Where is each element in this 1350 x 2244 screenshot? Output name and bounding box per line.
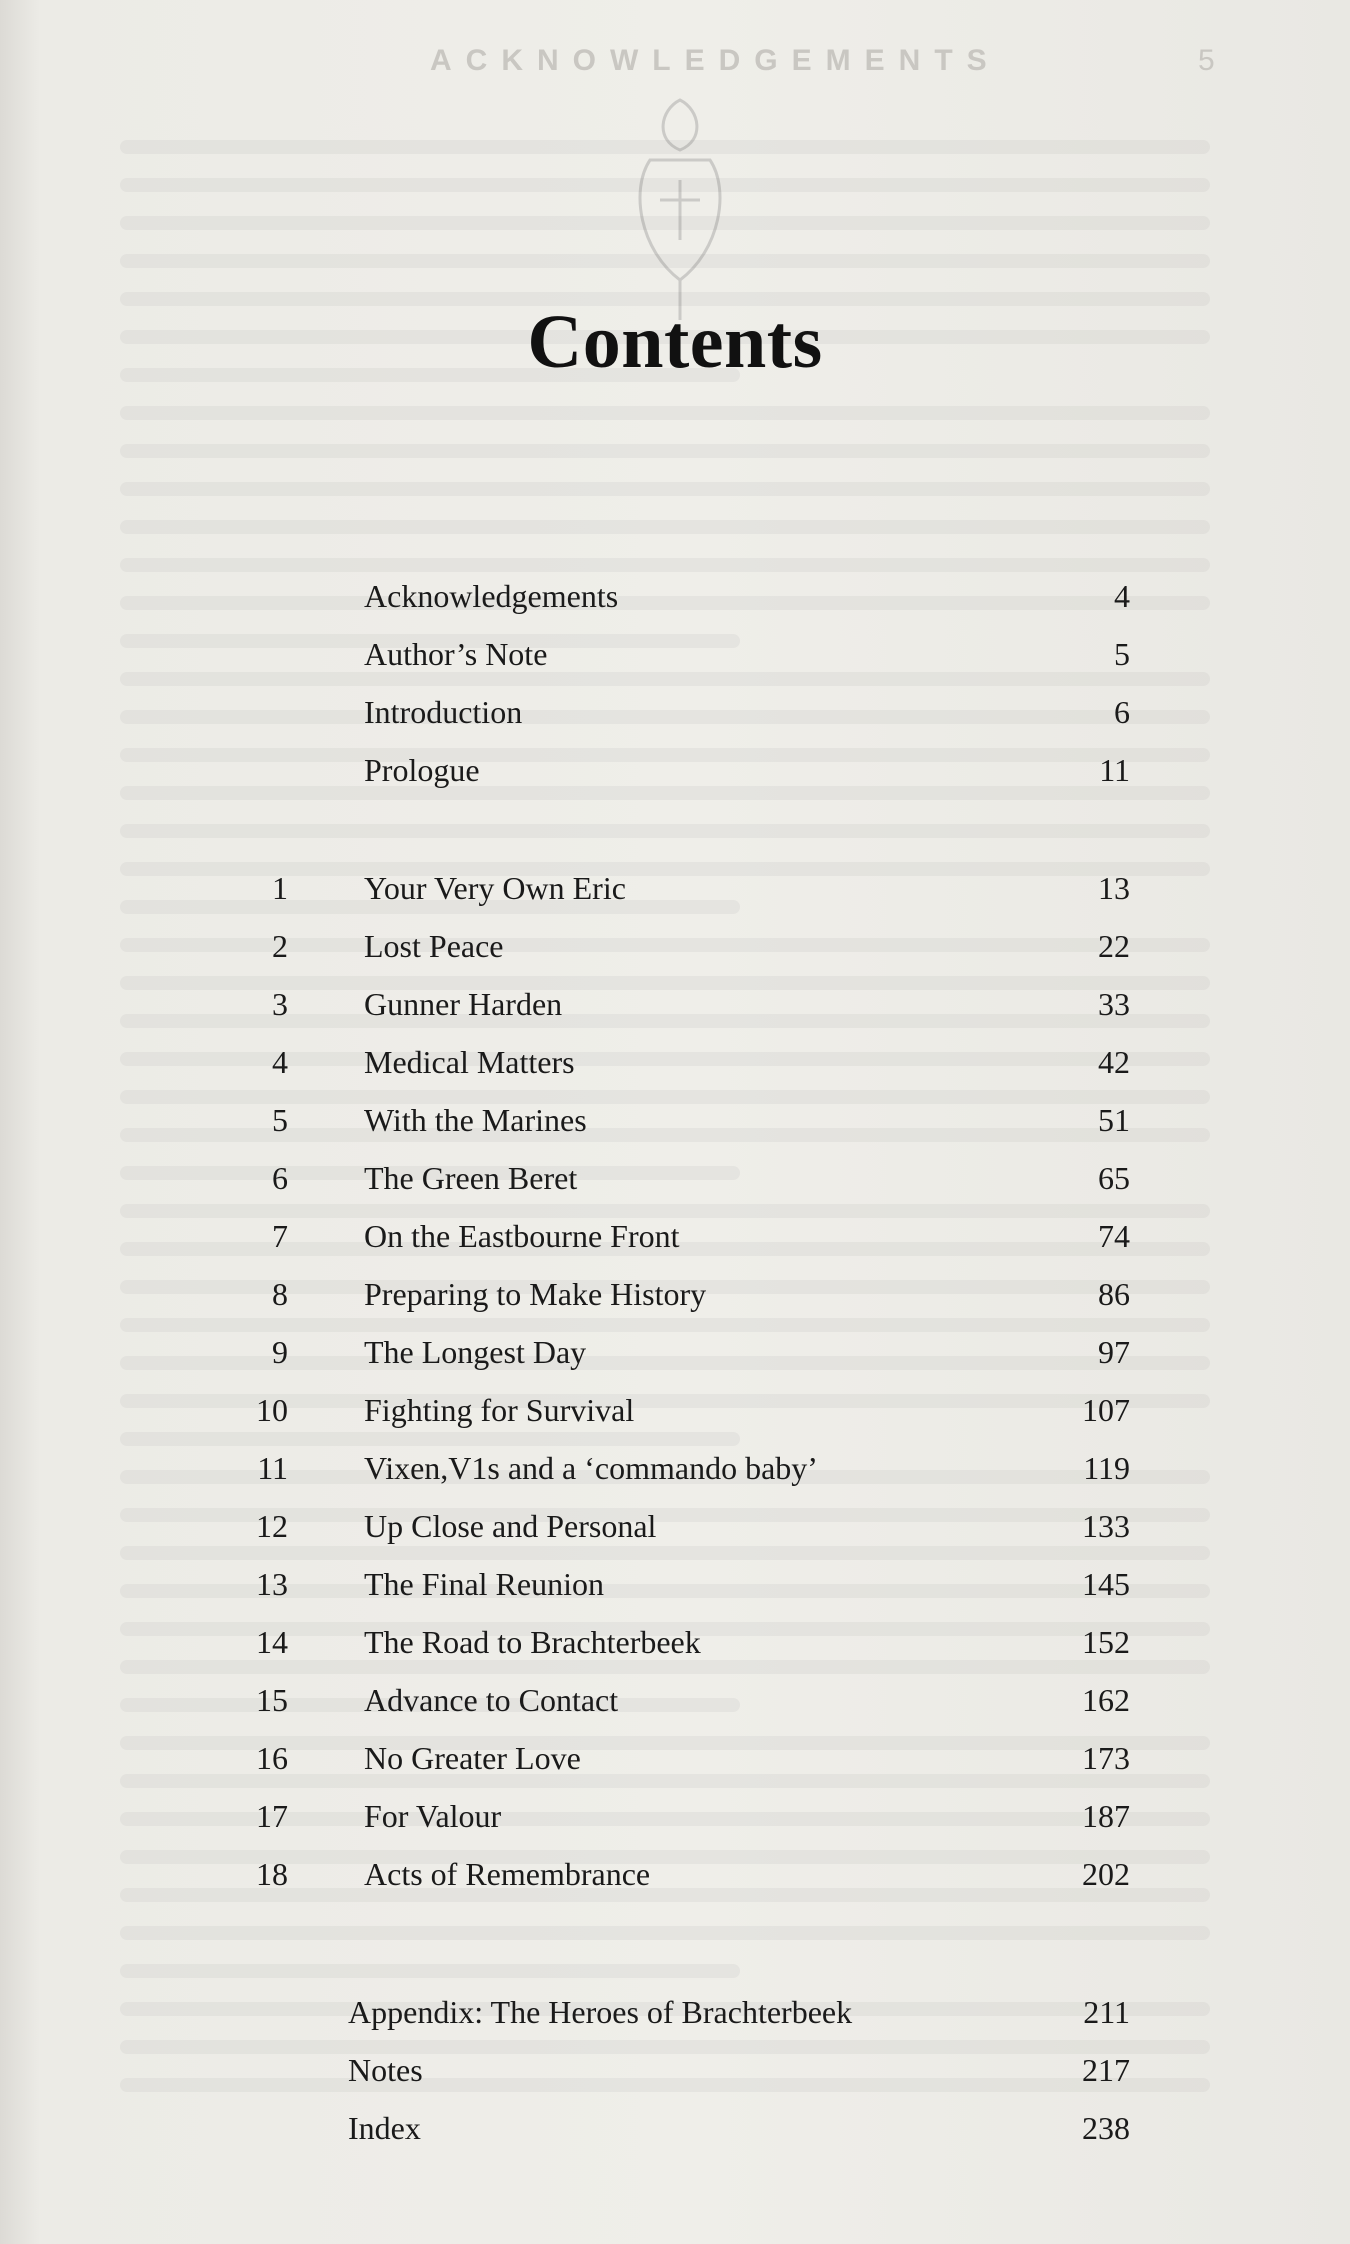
toc-entry-front-matter[interactable]: [0, 578, 1350, 624]
toc-entry-chapter[interactable]: [0, 1798, 1350, 1844]
toc-entry-page: 65: [1098, 1160, 1130, 1196]
bleed-through-header: ACKNOWLEDGEMENTS: [430, 44, 1001, 77]
toc-entry-title: Your Very Own Eric: [364, 870, 626, 906]
toc-entry-title: Notes: [348, 2052, 423, 2088]
toc-entry-front-matter[interactable]: [0, 752, 1350, 798]
toc-entry-chapter[interactable]: [0, 1566, 1350, 1612]
toc-entry-title: Vixen,V1s and a ‘commando baby’: [364, 1450, 818, 1486]
bleed-through-line: [120, 1926, 1210, 1940]
toc-entry-number: 4: [272, 1044, 288, 1080]
toc-entry-number: 9: [272, 1334, 288, 1370]
toc-entry-page: 5: [1114, 636, 1130, 672]
toc-entry-page: 162: [1082, 1682, 1130, 1718]
toc-entry-chapter[interactable]: [0, 1218, 1350, 1264]
toc-entry-title: Acknowledgements: [364, 578, 619, 614]
toc-entry-title: The Road to Brachterbeek: [364, 1624, 701, 1660]
toc-entry-page: 13: [1098, 870, 1130, 906]
toc-entry-title: Introduction: [364, 694, 523, 730]
toc-entry-title: Prologue: [364, 752, 480, 788]
toc-entry-number: 2: [272, 928, 288, 964]
toc-entry-back-matter[interactable]: [0, 1994, 1350, 2040]
toc-entry-title: Gunner Harden: [364, 986, 563, 1022]
bleed-through-line: [120, 824, 1210, 838]
bleed-through-line: [120, 558, 1210, 572]
bleed-through-line: [120, 482, 1210, 496]
bleed-through-line: [120, 178, 1210, 192]
toc-entry-page: 97: [1098, 1334, 1130, 1370]
toc-entry-chapter[interactable]: [0, 1856, 1350, 1902]
toc-entry-chapter[interactable]: [0, 928, 1350, 974]
toc-entry-page: 42: [1098, 1044, 1130, 1080]
toc-entry-page: 202: [1082, 1856, 1130, 1892]
toc-entry-number: 11: [257, 1450, 288, 1486]
toc-entry-chapter[interactable]: [0, 870, 1350, 916]
bleed-through-line: [120, 444, 1210, 458]
toc-entry-front-matter[interactable]: [0, 636, 1350, 682]
toc-entry-number: 18: [256, 1856, 288, 1892]
bleed-through-line: [120, 406, 1210, 420]
toc-entry-page: 217: [1082, 2052, 1130, 2088]
toc-entry-title: Appendix: The Heroes of Brachterbeek: [348, 1994, 853, 2030]
toc-entry-title: Author’s Note: [364, 636, 548, 672]
toc-entry-page: 74: [1098, 1218, 1130, 1254]
toc-entry-title: No Greater Love: [364, 1740, 581, 1776]
bleed-through-line: [120, 140, 1210, 154]
toc-entry-title: The Final Reunion: [364, 1566, 604, 1602]
toc-entry-chapter[interactable]: [0, 1334, 1350, 1380]
toc-entry-page: 107: [1082, 1392, 1130, 1428]
toc-entry-chapter[interactable]: [0, 1682, 1350, 1728]
bleed-through-line: [120, 216, 1210, 230]
toc-entry-page: 145: [1082, 1566, 1130, 1602]
toc-entry-page: 4: [1114, 578, 1130, 614]
bleed-through-line: [120, 1204, 1210, 1218]
toc-entry-chapter[interactable]: [0, 1102, 1350, 1148]
toc-entry-chapter[interactable]: [0, 1508, 1350, 1554]
toc-entry-title: Up Close and Personal: [364, 1508, 657, 1544]
bleed-through-line: [120, 254, 1210, 268]
toc-entry-number: 10: [256, 1392, 288, 1428]
toc-entry-title: Fighting for Survival: [364, 1392, 635, 1428]
toc-entry-number: 13: [256, 1566, 288, 1602]
toc-entry-title: With the Marines: [364, 1102, 587, 1138]
toc-entry-chapter[interactable]: [0, 1450, 1350, 1496]
toc-entry-number: 12: [256, 1508, 288, 1544]
toc-entry-page: 51: [1098, 1102, 1130, 1138]
toc-entry-page: 33: [1098, 986, 1130, 1022]
toc-entry-page: 152: [1082, 1624, 1130, 1660]
toc-entry-number: 16: [256, 1740, 288, 1776]
toc-entry-chapter[interactable]: [0, 1160, 1350, 1206]
toc-entry-page: 11: [1099, 752, 1130, 788]
toc-entry-title: Medical Matters: [364, 1044, 575, 1080]
toc-entry-page: 211: [1083, 1994, 1130, 2030]
toc-entry-front-matter[interactable]: [0, 694, 1350, 740]
toc-entry-number: 5: [272, 1102, 288, 1138]
toc-entry-page: 238: [1082, 2110, 1130, 2146]
toc-entry-number: 15: [256, 1682, 288, 1718]
toc-entry-title: Advance to Contact: [364, 1682, 619, 1718]
toc-entry-page: 119: [1083, 1450, 1130, 1486]
toc-entry-back-matter[interactable]: [0, 2110, 1350, 2156]
toc-entry-chapter[interactable]: [0, 1392, 1350, 1438]
toc-entry-page: 187: [1082, 1798, 1130, 1834]
toc-entry-number: 14: [256, 1624, 288, 1660]
page-title: Contents: [527, 299, 823, 384]
toc-entry-number: 8: [272, 1276, 288, 1312]
toc-entry-number: 6: [272, 1160, 288, 1196]
toc-entry-number: 1: [272, 870, 288, 906]
toc-entry-page: 133: [1082, 1508, 1130, 1544]
bleed-through-line: [120, 1964, 740, 1978]
toc-entry-chapter[interactable]: [0, 986, 1350, 1032]
toc-entry-page: 22: [1098, 928, 1130, 964]
toc-entry-number: 3: [272, 986, 288, 1022]
toc-entry-page: 173: [1082, 1740, 1130, 1776]
toc-entry-title: Index: [348, 2110, 421, 2146]
toc-entry-title: For Valour: [364, 1798, 502, 1834]
toc-entry-title: Preparing to Make History: [364, 1276, 707, 1312]
toc-entry-number: 17: [256, 1798, 288, 1834]
toc-entry-chapter[interactable]: [0, 1276, 1350, 1322]
toc-entry-page: 6: [1114, 694, 1130, 730]
toc-entry-title: On the Eastbourne Front: [364, 1218, 680, 1254]
toc-entry-number: 7: [272, 1218, 288, 1254]
toc-entry-chapter[interactable]: [0, 1624, 1350, 1670]
toc-entry-title: The Green Beret: [364, 1160, 578, 1196]
toc-entry-title: Acts of Remembrance: [364, 1856, 651, 1892]
toc-entry-title: Lost Peace: [364, 928, 504, 964]
toc-entry-chapter[interactable]: [0, 1740, 1350, 1786]
toc-entry-page: 86: [1098, 1276, 1130, 1312]
toc-entry-chapter[interactable]: [0, 1044, 1350, 1090]
bleed-through-line: [120, 520, 1210, 534]
bleed-through-page-number: 5: [1198, 44, 1215, 77]
toc-entry-title: The Longest Day: [364, 1334, 587, 1370]
toc-entry-back-matter[interactable]: [0, 2052, 1350, 2098]
